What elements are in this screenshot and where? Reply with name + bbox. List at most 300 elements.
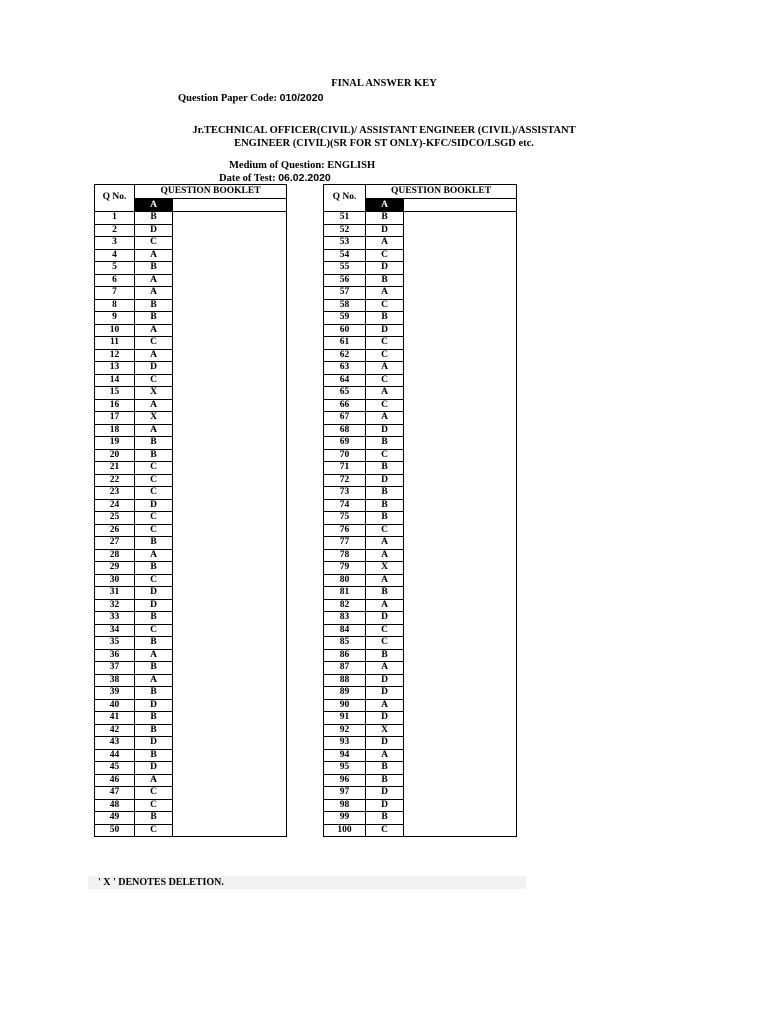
question-number: 76 bbox=[324, 524, 366, 537]
table-row bbox=[95, 387, 287, 400]
answer-key: X bbox=[135, 412, 173, 425]
question-number: 57 bbox=[324, 287, 366, 300]
blank-cell bbox=[173, 562, 287, 575]
blank-cell bbox=[173, 449, 287, 462]
answer-key: C bbox=[135, 237, 173, 250]
answer-key: C bbox=[135, 462, 173, 475]
blank-cell bbox=[404, 749, 517, 762]
blank-cell bbox=[404, 449, 517, 462]
booklet-code: A bbox=[366, 198, 404, 212]
blank-cell bbox=[404, 412, 517, 425]
answer-key: C bbox=[366, 524, 404, 537]
question-number: 40 bbox=[95, 699, 135, 712]
question-number: 15 bbox=[95, 387, 135, 400]
table-row bbox=[324, 362, 517, 375]
question-number: 77 bbox=[324, 537, 366, 550]
question-number: 32 bbox=[95, 599, 135, 612]
answer-key: B bbox=[366, 312, 404, 325]
table-row bbox=[324, 512, 517, 525]
answer-key: B bbox=[135, 812, 173, 825]
answer-key: B bbox=[135, 724, 173, 737]
table-row bbox=[324, 812, 517, 825]
table-row bbox=[324, 499, 517, 512]
answer-key: X bbox=[366, 562, 404, 575]
table-row bbox=[324, 687, 517, 700]
answer-key: C bbox=[366, 249, 404, 262]
table-row bbox=[324, 424, 517, 437]
answer-key: X bbox=[135, 387, 173, 400]
question-number: 86 bbox=[324, 649, 366, 662]
answer-key: C bbox=[135, 487, 173, 500]
answer-key: B bbox=[135, 562, 173, 575]
question-number: 7 bbox=[95, 287, 135, 300]
answer-key: A bbox=[366, 749, 404, 762]
answer-key: B bbox=[135, 449, 173, 462]
table-row bbox=[324, 212, 517, 225]
table-row bbox=[95, 449, 287, 462]
blank-cell bbox=[173, 287, 287, 300]
question-number: 25 bbox=[95, 512, 135, 525]
table-row bbox=[95, 749, 287, 762]
table-row bbox=[95, 524, 287, 537]
question-number: 73 bbox=[324, 487, 366, 500]
table-row bbox=[95, 674, 287, 687]
question-number: 22 bbox=[95, 474, 135, 487]
question-number: 52 bbox=[324, 224, 366, 237]
blank-cell bbox=[404, 712, 517, 725]
qno-header: Q No. bbox=[324, 185, 366, 212]
question-number: 99 bbox=[324, 812, 366, 825]
table-row bbox=[95, 249, 287, 262]
answer-key: D bbox=[366, 712, 404, 725]
answer-key: B bbox=[135, 749, 173, 762]
question-number: 69 bbox=[324, 437, 366, 450]
question-number: 64 bbox=[324, 374, 366, 387]
blank-cell bbox=[404, 287, 517, 300]
table-row bbox=[95, 537, 287, 550]
table-row bbox=[95, 799, 287, 812]
deletion-note: ' X ' DENOTES DELETION. bbox=[88, 876, 526, 889]
answer-key: C bbox=[135, 474, 173, 487]
answer-key: D bbox=[366, 262, 404, 275]
question-number: 20 bbox=[95, 449, 135, 462]
answer-key: A bbox=[366, 599, 404, 612]
answer-key: B bbox=[366, 212, 404, 225]
blank-header-cell bbox=[173, 198, 287, 212]
answer-key: A bbox=[135, 324, 173, 337]
blank-cell bbox=[173, 299, 287, 312]
table-row bbox=[324, 674, 517, 687]
answer-key: A bbox=[135, 774, 173, 787]
answer-key: D bbox=[366, 324, 404, 337]
table-row bbox=[95, 487, 287, 500]
table-row bbox=[324, 299, 517, 312]
table-row bbox=[95, 324, 287, 337]
blank-cell bbox=[404, 262, 517, 275]
question-number: 58 bbox=[324, 299, 366, 312]
table-row bbox=[95, 612, 287, 625]
blank-cell bbox=[404, 374, 517, 387]
table-row bbox=[95, 312, 287, 325]
blank-cell bbox=[173, 274, 287, 287]
question-number: 80 bbox=[324, 574, 366, 587]
table-row bbox=[95, 399, 287, 412]
question-number: 91 bbox=[324, 712, 366, 725]
question-number: 23 bbox=[95, 487, 135, 500]
question-number: 4 bbox=[95, 249, 135, 262]
answer-key: C bbox=[366, 399, 404, 412]
table-row bbox=[95, 512, 287, 525]
blank-cell bbox=[173, 524, 287, 537]
table-row bbox=[324, 612, 517, 625]
blank-cell bbox=[173, 462, 287, 475]
blank-cell bbox=[173, 749, 287, 762]
answer-key: C bbox=[366, 299, 404, 312]
blank-cell bbox=[404, 324, 517, 337]
blank-cell bbox=[173, 224, 287, 237]
table-row bbox=[95, 362, 287, 375]
question-number: 36 bbox=[95, 649, 135, 662]
blank-cell bbox=[404, 399, 517, 412]
blank-cell bbox=[404, 237, 517, 250]
table-row bbox=[324, 562, 517, 575]
answer-key: B bbox=[135, 437, 173, 450]
answer-key: B bbox=[366, 774, 404, 787]
question-number: 46 bbox=[95, 774, 135, 787]
table-row bbox=[324, 287, 517, 300]
table-row bbox=[324, 587, 517, 600]
table-row bbox=[324, 574, 517, 587]
question-number: 42 bbox=[95, 724, 135, 737]
blank-cell bbox=[404, 337, 517, 350]
table-row bbox=[95, 274, 287, 287]
blank-cell bbox=[404, 437, 517, 450]
question-number: 87 bbox=[324, 662, 366, 675]
blank-cell bbox=[173, 262, 287, 275]
blank-cell bbox=[404, 824, 517, 837]
blank-cell bbox=[173, 399, 287, 412]
table-row bbox=[324, 749, 517, 762]
blank-cell bbox=[404, 587, 517, 600]
question-number: 24 bbox=[95, 499, 135, 512]
question-number: 97 bbox=[324, 787, 366, 800]
question-number: 45 bbox=[95, 762, 135, 775]
question-number: 49 bbox=[95, 812, 135, 825]
question-number: 98 bbox=[324, 799, 366, 812]
question-number: 68 bbox=[324, 424, 366, 437]
question-number: 72 bbox=[324, 474, 366, 487]
question-number: 70 bbox=[324, 449, 366, 462]
table-row bbox=[95, 424, 287, 437]
answer-key: A bbox=[366, 387, 404, 400]
blank-cell bbox=[404, 462, 517, 475]
answer-key: D bbox=[366, 787, 404, 800]
question-number: 18 bbox=[95, 424, 135, 437]
answer-key: B bbox=[135, 537, 173, 550]
table-row bbox=[95, 787, 287, 800]
question-number: 14 bbox=[95, 374, 135, 387]
question-number: 92 bbox=[324, 724, 366, 737]
blank-cell bbox=[404, 474, 517, 487]
blank-cell bbox=[173, 312, 287, 325]
table-row bbox=[324, 762, 517, 775]
blank-cell bbox=[404, 512, 517, 525]
blank-cell bbox=[404, 312, 517, 325]
table-row bbox=[324, 462, 517, 475]
answer-key: C bbox=[366, 374, 404, 387]
table-row bbox=[324, 637, 517, 650]
question-number: 39 bbox=[95, 687, 135, 700]
question-number: 93 bbox=[324, 737, 366, 750]
blank-cell bbox=[173, 512, 287, 525]
table-row bbox=[95, 237, 287, 250]
table-row bbox=[95, 474, 287, 487]
answer-key: A bbox=[135, 649, 173, 662]
blank-cell bbox=[404, 812, 517, 825]
question-number: 47 bbox=[95, 787, 135, 800]
answer-key: D bbox=[366, 474, 404, 487]
question-number: 10 bbox=[95, 324, 135, 337]
question-number: 90 bbox=[324, 699, 366, 712]
answer-key-table-left bbox=[94, 184, 287, 837]
table-row bbox=[324, 312, 517, 325]
answer-key: A bbox=[135, 287, 173, 300]
table-row bbox=[324, 449, 517, 462]
table-row bbox=[95, 499, 287, 512]
question-number: 19 bbox=[95, 437, 135, 450]
blank-cell bbox=[404, 699, 517, 712]
table-row bbox=[95, 599, 287, 612]
paper-code-row bbox=[178, 92, 323, 104]
answer-key: C bbox=[135, 824, 173, 837]
table-row bbox=[95, 212, 287, 225]
question-number: 8 bbox=[95, 299, 135, 312]
answer-key: B bbox=[135, 312, 173, 325]
question-number: 94 bbox=[324, 749, 366, 762]
answer-key: D bbox=[135, 762, 173, 775]
table-row bbox=[324, 549, 517, 562]
question-number: 37 bbox=[95, 662, 135, 675]
table-row bbox=[324, 662, 517, 675]
blank-cell bbox=[173, 549, 287, 562]
table-row bbox=[95, 724, 287, 737]
table-row bbox=[324, 337, 517, 350]
question-number: 89 bbox=[324, 687, 366, 700]
table-row bbox=[95, 699, 287, 712]
question-number: 65 bbox=[324, 387, 366, 400]
booklet-header: QUESTION BOOKLET bbox=[366, 185, 517, 199]
table-row bbox=[324, 712, 517, 725]
answer-key: B bbox=[366, 587, 404, 600]
table-row bbox=[95, 349, 287, 362]
answer-key: B bbox=[366, 812, 404, 825]
question-number: 88 bbox=[324, 674, 366, 687]
answer-key: C bbox=[366, 824, 404, 837]
question-number: 56 bbox=[324, 274, 366, 287]
question-number: 62 bbox=[324, 349, 366, 362]
blank-cell bbox=[404, 349, 517, 362]
answer-key: B bbox=[135, 612, 173, 625]
blank-cell bbox=[404, 612, 517, 625]
blank-cell bbox=[404, 562, 517, 575]
answer-key: A bbox=[366, 549, 404, 562]
table-row bbox=[95, 774, 287, 787]
answer-key: A bbox=[366, 237, 404, 250]
answer-key: B bbox=[135, 687, 173, 700]
question-number: 31 bbox=[95, 587, 135, 600]
question-number: 60 bbox=[324, 324, 366, 337]
answer-key: D bbox=[366, 224, 404, 237]
post-title-line1: Jr.TECHNICAL OFFICER(CIVIL)/ ASSISTANT ENGINEER (CIVIL)/ASSISTANT bbox=[192, 125, 576, 136]
blank-cell bbox=[173, 587, 287, 600]
answer-key: B bbox=[366, 499, 404, 512]
answer-key: D bbox=[135, 587, 173, 600]
blank-cell bbox=[173, 387, 287, 400]
blank-cell bbox=[404, 637, 517, 650]
blank-cell bbox=[404, 687, 517, 700]
table-row bbox=[324, 487, 517, 500]
table-row bbox=[95, 637, 287, 650]
blank-cell bbox=[173, 774, 287, 787]
answer-key: A bbox=[366, 412, 404, 425]
question-number: 83 bbox=[324, 612, 366, 625]
answer-key: C bbox=[135, 524, 173, 537]
blank-cell bbox=[404, 674, 517, 687]
table-row bbox=[95, 549, 287, 562]
answer-key-table-right bbox=[323, 184, 517, 837]
blank-cell bbox=[404, 299, 517, 312]
question-number: 85 bbox=[324, 637, 366, 650]
blank-cell bbox=[173, 799, 287, 812]
answer-key: B bbox=[366, 649, 404, 662]
answer-key: C bbox=[135, 624, 173, 637]
answer-key: B bbox=[135, 712, 173, 725]
blank-cell bbox=[173, 487, 287, 500]
answer-key: B bbox=[135, 212, 173, 225]
blank-cell bbox=[404, 737, 517, 750]
table-row bbox=[95, 587, 287, 600]
blank-cell bbox=[404, 212, 517, 225]
answer-key: C bbox=[366, 337, 404, 350]
table-row bbox=[95, 762, 287, 775]
blank-cell bbox=[173, 662, 287, 675]
table-row bbox=[95, 412, 287, 425]
question-number: 12 bbox=[95, 349, 135, 362]
table-row bbox=[95, 712, 287, 725]
answer-key: C bbox=[135, 337, 173, 350]
table-row bbox=[95, 562, 287, 575]
blank-cell bbox=[173, 362, 287, 375]
answer-key: B bbox=[135, 262, 173, 275]
blank-cell bbox=[404, 624, 517, 637]
question-number: 13 bbox=[95, 362, 135, 375]
question-number: 6 bbox=[95, 274, 135, 287]
answer-key: C bbox=[366, 349, 404, 362]
table-row bbox=[324, 774, 517, 787]
question-number: 27 bbox=[95, 537, 135, 550]
answer-key: B bbox=[135, 637, 173, 650]
blank-cell bbox=[173, 762, 287, 775]
table-row bbox=[324, 437, 517, 450]
table-row bbox=[324, 787, 517, 800]
answer-key: C bbox=[366, 624, 404, 637]
answer-key: A bbox=[135, 549, 173, 562]
blank-cell bbox=[173, 537, 287, 550]
table-row bbox=[324, 624, 517, 637]
question-number: 38 bbox=[95, 674, 135, 687]
blank-cell bbox=[404, 549, 517, 562]
question-number: 59 bbox=[324, 312, 366, 325]
question-number: 34 bbox=[95, 624, 135, 637]
blank-cell bbox=[173, 649, 287, 662]
table-row bbox=[324, 799, 517, 812]
answer-key: C bbox=[135, 787, 173, 800]
question-number: 66 bbox=[324, 399, 366, 412]
answer-key: B bbox=[366, 487, 404, 500]
answer-key: D bbox=[135, 499, 173, 512]
blank-cell bbox=[173, 374, 287, 387]
blank-cell bbox=[173, 349, 287, 362]
answer-key: C bbox=[366, 449, 404, 462]
answer-key: A bbox=[135, 424, 173, 437]
blank-cell bbox=[173, 824, 287, 837]
answer-key: D bbox=[366, 687, 404, 700]
blank-cell bbox=[173, 724, 287, 737]
blank-cell bbox=[173, 574, 287, 587]
answer-key: C bbox=[135, 512, 173, 525]
answer-key: B bbox=[135, 662, 173, 675]
blank-cell bbox=[173, 599, 287, 612]
blank-cell bbox=[404, 499, 517, 512]
table-row bbox=[95, 649, 287, 662]
question-number: 55 bbox=[324, 262, 366, 275]
question-number: 26 bbox=[95, 524, 135, 537]
question-number: 79 bbox=[324, 562, 366, 575]
post-title-line2: ENGINEER (CIVIL)(SR FOR ST ONLY)-KFC/SIDCO/LSGD etc. bbox=[234, 138, 534, 149]
medium-of-question: Medium of Question: ENGLISH bbox=[229, 160, 376, 171]
blank-cell bbox=[173, 812, 287, 825]
answer-key: D bbox=[135, 599, 173, 612]
question-number: 33 bbox=[95, 612, 135, 625]
answer-key: B bbox=[366, 512, 404, 525]
table-row bbox=[324, 824, 517, 837]
blank-cell bbox=[404, 274, 517, 287]
blank-cell bbox=[173, 437, 287, 450]
answer-key: D bbox=[135, 737, 173, 750]
answer-key: C bbox=[135, 799, 173, 812]
blank-cell bbox=[173, 624, 287, 637]
date-of-test-row bbox=[219, 172, 331, 184]
blank-cell bbox=[404, 574, 517, 587]
booklet-header: QUESTION BOOKLET bbox=[135, 185, 287, 199]
blank-cell bbox=[404, 249, 517, 262]
table-row bbox=[324, 537, 517, 550]
answer-key: B bbox=[366, 437, 404, 450]
document-title: FINAL ANSWER KEY bbox=[331, 78, 437, 89]
blank-cell bbox=[404, 424, 517, 437]
table-row bbox=[95, 687, 287, 700]
answer-key: B bbox=[366, 762, 404, 775]
table-row bbox=[95, 287, 287, 300]
question-number: 16 bbox=[95, 399, 135, 412]
table-row bbox=[95, 574, 287, 587]
table-row bbox=[95, 462, 287, 475]
answer-key: C bbox=[366, 637, 404, 650]
table-row bbox=[95, 262, 287, 275]
answer-key: A bbox=[366, 537, 404, 550]
table-row bbox=[324, 737, 517, 750]
answer-key: A bbox=[135, 399, 173, 412]
